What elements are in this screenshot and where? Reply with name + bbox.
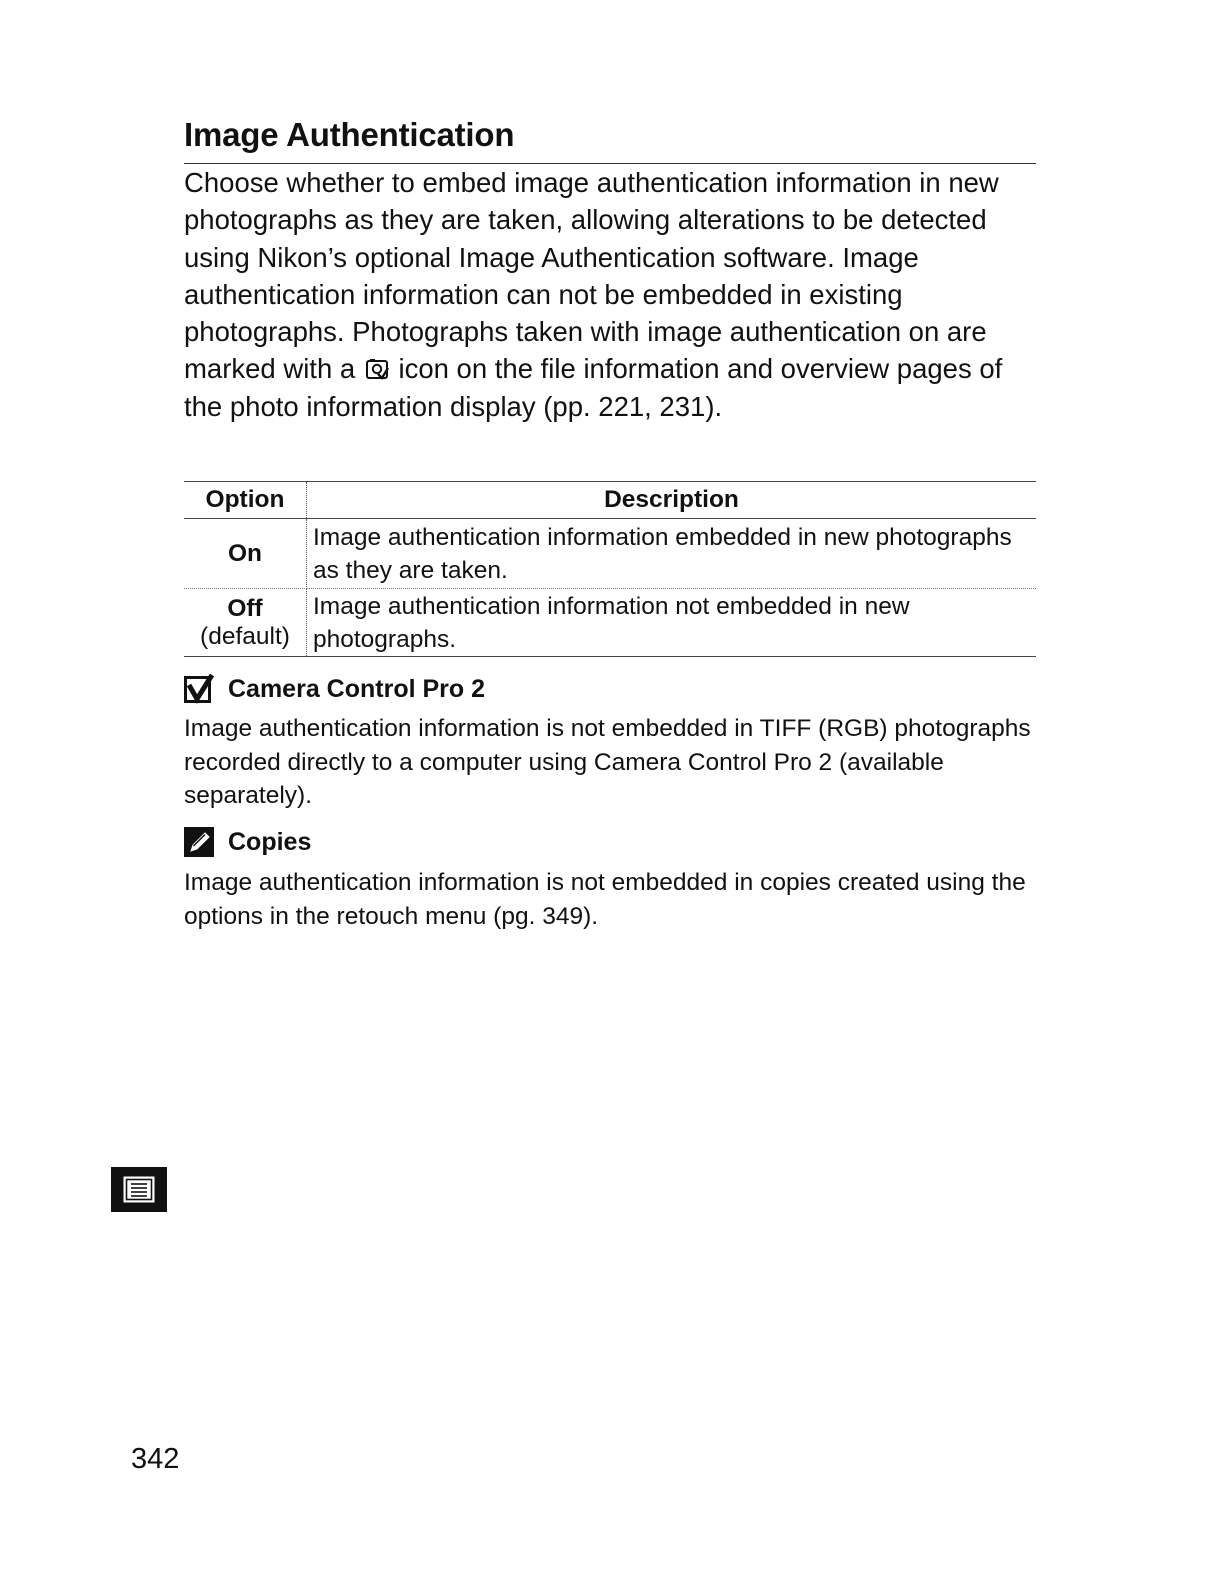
- option-cell: [184, 519, 307, 589]
- intro-text-start: Choose whether to embed image authentication information in new photographs as they are taken, allowing alterations to be detected using Nikon’s optional Image Authentication software. Image authentication information can not be embedded in existing photographs. Photographs taken with image authentication on are marked with a: [184, 167, 999, 385]
- table-row: [184, 589, 1036, 657]
- note-body: Image authentication information is not embedded in copies created using the options in the retouch menu (pg. 349).: [184, 869, 1026, 930]
- note-title: Camera Control Pro 2: [228, 674, 486, 703]
- page-number: 342: [131, 1443, 180, 1475]
- note-heading: [184, 827, 311, 857]
- options-table: [184, 481, 1036, 657]
- pencil-note-icon: [184, 827, 214, 857]
- page-title: Image Authentication: [184, 116, 515, 153]
- description-cell: Image authentication information not embedded in new photographs.: [307, 589, 1037, 657]
- intro-paragraph: [184, 164, 1044, 425]
- caution-check-icon: [184, 674, 214, 704]
- note-heading: [184, 674, 485, 704]
- intro-text-end: icon on the file information and overview pages of the photo information display (pp. 221, 231).: [184, 353, 1003, 422]
- option-header: Option: [184, 482, 307, 519]
- note-body: Image authentication information is not embedded in TIFF (RGB) photographs recorded directly to a computer using Camera Control Pro 2 (available separately).: [184, 715, 1031, 809]
- description-cell: Image authentication information embedded in new photographs as they are taken.: [307, 519, 1037, 589]
- default-label: (default): [200, 622, 290, 650]
- table-row: [184, 519, 1036, 589]
- image-authentication-icon: [365, 357, 389, 381]
- description-header: Description: [307, 482, 1037, 519]
- option-cell: [184, 589, 307, 657]
- note-title: Copies: [228, 827, 312, 856]
- menu-list-icon: [111, 1167, 167, 1212]
- option-name: On: [227, 539, 263, 567]
- option-name: Off: [227, 594, 263, 622]
